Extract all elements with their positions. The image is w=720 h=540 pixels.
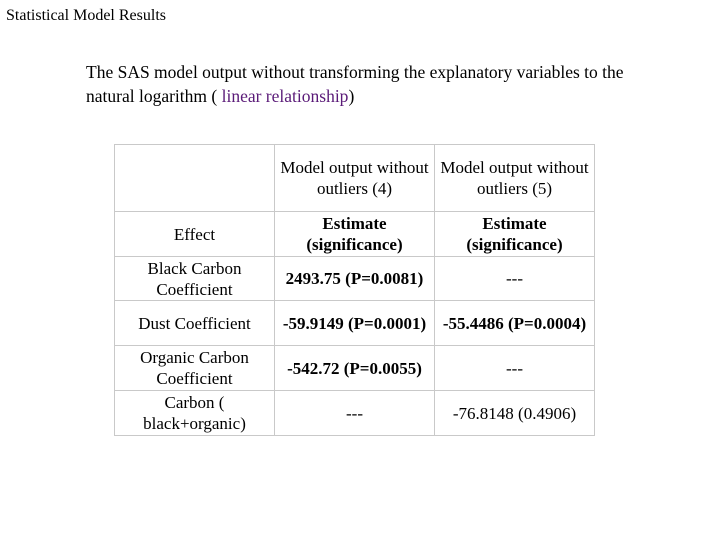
intro-text-end: ) bbox=[348, 86, 355, 106]
estimate-cell-5: -55.4486 (P=0.0004) bbox=[435, 301, 595, 346]
estimate-cell-5: --- bbox=[435, 257, 595, 301]
table-row bbox=[115, 346, 595, 391]
intro-text: The SAS model output without transforming the explanatory variables to the natural logarithm ( bbox=[86, 62, 624, 106]
table-row bbox=[115, 391, 595, 436]
table-row bbox=[115, 301, 595, 346]
results-table bbox=[114, 144, 595, 436]
table-row bbox=[115, 257, 595, 301]
estimate-cell-5: --- bbox=[435, 346, 595, 391]
table-header-row bbox=[115, 145, 595, 212]
estimate-cell-4: 2493.75 (P=0.0081) bbox=[275, 257, 435, 301]
effect-cell: Carbon ( black+organic) bbox=[115, 391, 275, 436]
table-subheader-row bbox=[115, 212, 595, 257]
effect-cell: Organic Carbon Coefficient bbox=[115, 346, 275, 391]
estimate-header-4: Estimate (significance) bbox=[275, 212, 435, 257]
header-model-5: Model output without outliers (5) bbox=[435, 145, 595, 212]
intro-highlight: linear relationship bbox=[221, 86, 349, 106]
intro-paragraph bbox=[86, 60, 646, 108]
estimate-cell-5: -76.8148 (0.4906) bbox=[435, 391, 595, 436]
effect-header: Effect bbox=[115, 212, 275, 257]
page-title: Statistical Model Results bbox=[6, 7, 166, 24]
effect-cell: Black Carbon Coefficient bbox=[115, 257, 275, 301]
header-blank-cell bbox=[115, 145, 275, 212]
estimate-cell-4: -542.72 (P=0.0055) bbox=[275, 346, 435, 391]
effect-cell: Dust Coefficient bbox=[115, 301, 275, 346]
estimate-header-5: Estimate (significance) bbox=[435, 212, 595, 257]
header-model-4: Model output without outliers (4) bbox=[275, 145, 435, 212]
estimate-cell-4: -59.9149 (P=0.0001) bbox=[275, 301, 435, 346]
estimate-cell-4: --- bbox=[275, 391, 435, 436]
